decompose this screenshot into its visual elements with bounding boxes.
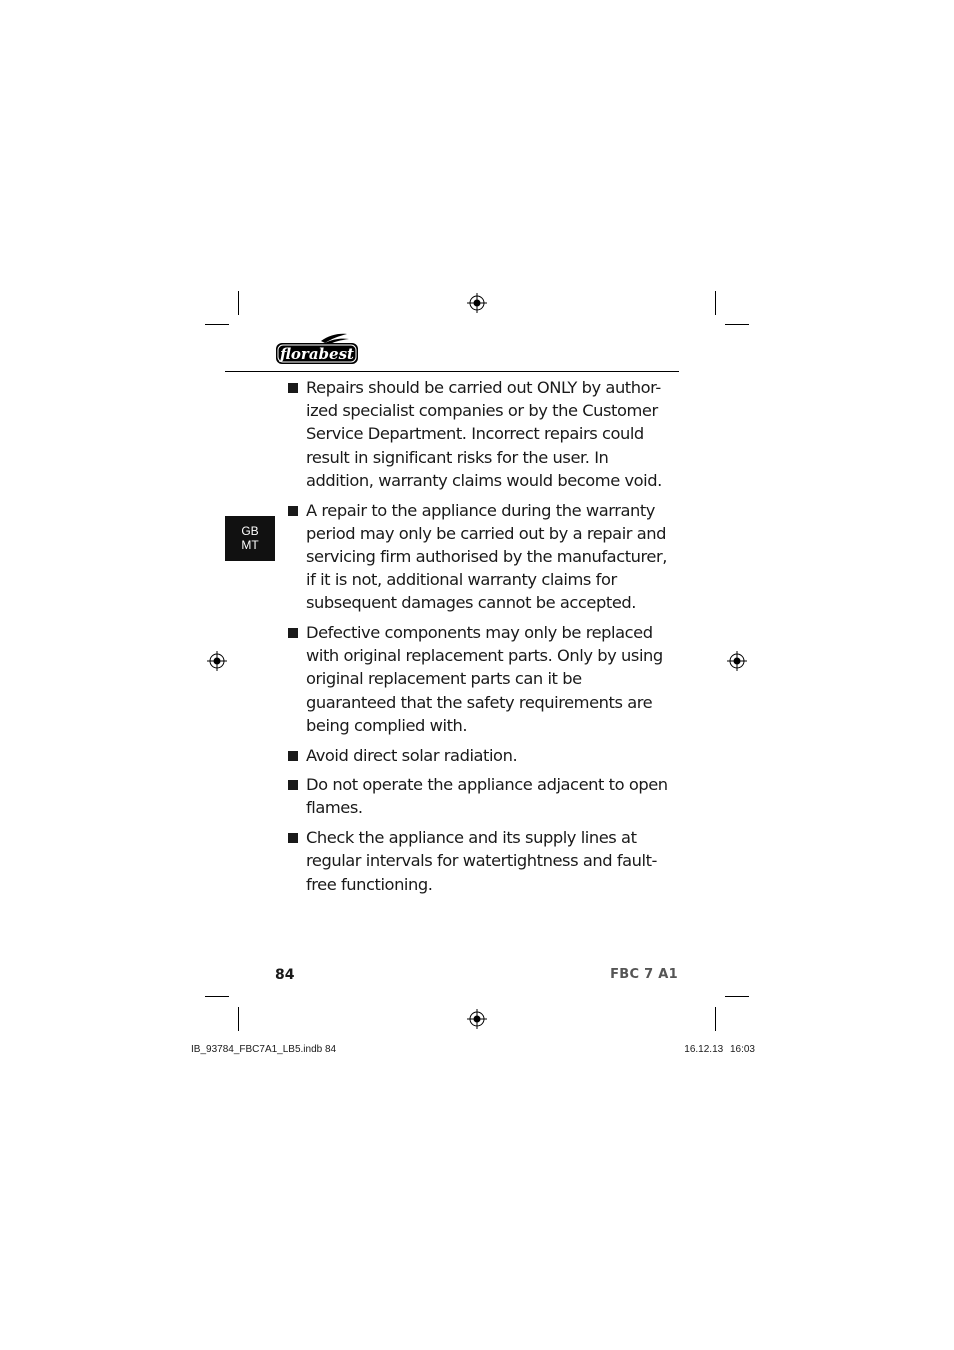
list-item (286, 826, 676, 896)
svg-text:florabest: florabest (280, 345, 354, 363)
lang-code-gb: GB (241, 524, 259, 538)
registration-mark-icon (207, 651, 227, 671)
crop-mark (238, 291, 239, 315)
list-item-text: Repairs should be carried out ONLY by author- ized specialist companies or by the Customer Service Department. Incorrect repairs could result in significant risks for the user. In addition, warranty claims would become void. (306, 378, 662, 490)
crop-mark (715, 291, 716, 315)
square-bullet-icon (288, 751, 298, 761)
list-item-text: Do not operate the appliance adjacent to open flames. (306, 775, 668, 818)
safety-instructions-list (286, 376, 676, 902)
list-item (286, 621, 676, 737)
list-item (286, 773, 676, 819)
language-tab (225, 516, 275, 561)
crop-mark (238, 1007, 239, 1031)
crop-mark (725, 324, 749, 325)
header-rule (225, 371, 679, 372)
list-item (286, 499, 676, 615)
square-bullet-icon (288, 506, 298, 516)
registration-mark-icon (727, 651, 747, 671)
crop-mark (715, 1007, 716, 1031)
list-item (286, 376, 676, 492)
registration-mark-icon (467, 293, 487, 313)
crop-mark (725, 996, 749, 997)
page-number: 84 (275, 967, 295, 983)
lang-code-mt: MT (241, 538, 259, 552)
registration-mark-icon (467, 1009, 487, 1029)
square-bullet-icon (288, 383, 298, 393)
square-bullet-icon (288, 833, 298, 843)
square-bullet-icon (288, 628, 298, 638)
square-bullet-icon (288, 780, 298, 790)
list-item-text: Defective components may only be replaced with original replacement parts. Only by using original replacement parts can it be guaranteed that the safety requirements are being complied with. (306, 623, 663, 735)
model-name: FBC 7 A1 (610, 967, 678, 982)
list-item-text: A repair to the appliance during the warranty period may only be carried out by a repair and servicing firm authorised by the manufacturer, if it is not, additional warranty claims for subsequent damages cannot be accepted. (306, 500, 667, 613)
crop-mark (205, 324, 229, 325)
slug-datetime: 16.12.13 16:03 (684, 1044, 755, 1055)
list-item-text: Check the appliance and its supply lines at regular intervals for watertightness and fault-free functioning. (306, 828, 657, 894)
florabest-logo (275, 333, 359, 365)
list-item-text: Avoid direct solar radiation. (306, 745, 518, 765)
slug-filename: IB_93784_FBC7A1_LB5.indb 84 (191, 1044, 337, 1055)
list-item (286, 744, 676, 767)
crop-mark (205, 996, 229, 997)
